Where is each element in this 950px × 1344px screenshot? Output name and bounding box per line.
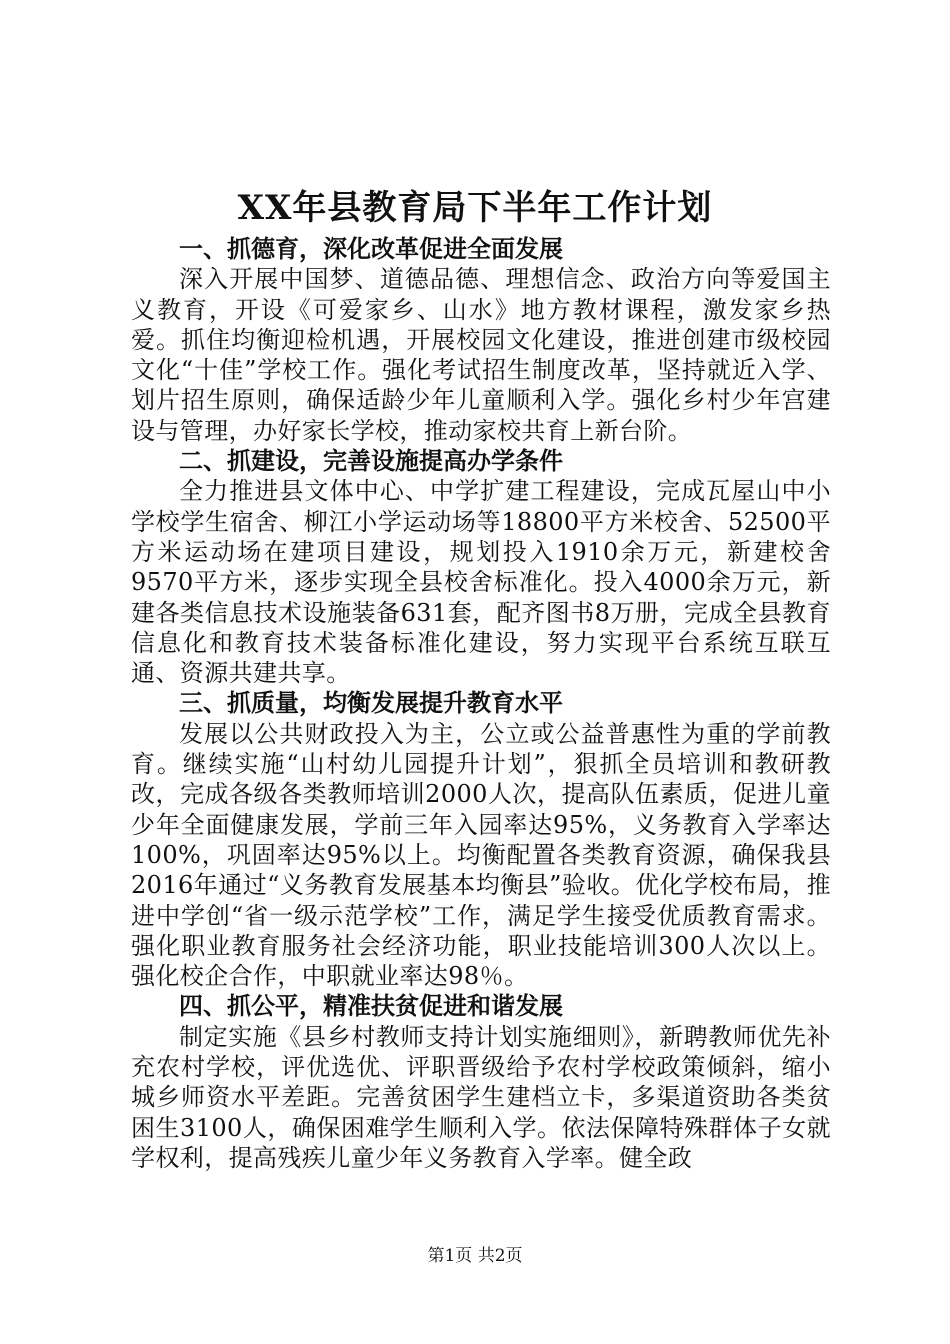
section-paragraph-4: 制定实施《县乡村教师支持计划实施细则》，新聘教师优先补充农村学校，评优选优、评职晋级给予农村学校政策倾斜，缩小城乡师资水平差距。完善贫困学生建档立卡，多渠道资助各类贫困生3100人，确保困难学生顺利入学。依法保障特殊群体子女就学权利，提高残疾儿童少年义务教育入学率。健全政 [131,1022,831,1172]
page-footer: 第1页 共2页 [427,1246,523,1266]
section-paragraph-1: 深入开展中国梦、道德品德、理想信念、政治方向等爱国主义教育，开设《可爱家乡、山水》地方教材课程，激发家乡热爱。抓住均衡迎检机遇，开展校园文化建设，推进创建市级校园文化“十佳”学校工作。强化考试招生制度改革，坚持就近入学、划片招生原则，确保适龄少年儿童顺利入学。强化乡村少年宫建设与管理，办好家长学校，推动家校共育上新台阶。 [131,265,831,445]
section-heading-3: 三、抓质量，均衡发展提升教育水平 [179,688,563,718]
document-title: XX年县教育局下半年工作计划 [237,188,713,228]
section-heading-4: 四、抓公平，精准扶贫促进和谐发展 [179,991,563,1021]
section-paragraph-2: 全力推进县文体中心、中学扩建工程建设，完成瓦屋山中小学校学生宿舍、柳江小学运动场等18800平方米校舍、52500平方米运动场在建项目建设，规划投入1910余万元，新建校舍9570平方米，逐步实现全县校舍标准化。投入4000余万元，新建各类信息技术设施装备631套，配齐图书8万册，完成全县教育信息化和教育技术装备标准化建设，努力实现平台系统互联互通、资源共建共享。 [131,477,831,688]
section-heading-2: 二、抓建设，完善设施提高办学条件 [179,446,563,476]
document-body [131,234,831,1173]
section-paragraph-3: 发展以公共财政投入为主，公立或公益普惠性为重的学前教育。继续实施“山村幼儿园提升计划”，狠抓全员培训和教研教改，完成各级各类教师培训2000人次，提高队伍素质，促进儿童少年全面健康发展，学前三年入园率达95%，义务教育入学率达100%，巩固率达95%以上。均衡配置各类教育资源，确保我县2016年通过“义务教育发展基本均衡县”验收。优化学校布局，推进中学创“省一级示范学校”工作，满足学生接受优质教育需求。强化职业教育服务社会经济功能，职业技能培训300人次以上。强化校企合作，中职就业率达98％。 [131,719,831,991]
section-heading-1: 一、抓德育，深化改革促进全面发展 [179,234,563,263]
